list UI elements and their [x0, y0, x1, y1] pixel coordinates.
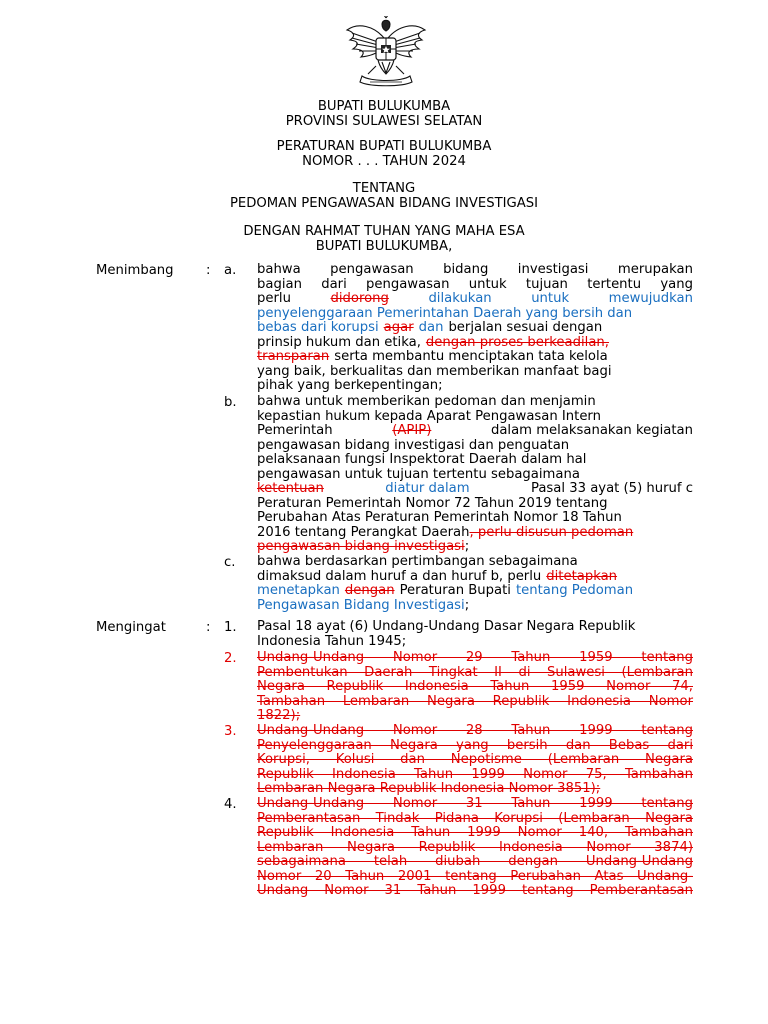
deleted-line: Undang-Undang Nomor 28 Tahun 1999 tentang	[257, 723, 693, 738]
deleted-line: Pembentukan Daerah Tingkat II di Sulawesi (Lembaran	[257, 664, 693, 680]
deleted-line: Penyelenggaraan Negara yang bersih dan Bebas dari	[257, 737, 693, 753]
text-line: Pasal 18 ayat (6) Undang-Undang Dasar Negara Republik	[257, 619, 636, 634]
text-line: Pemerintah (APIP) dalam melaksanakan kegiatan	[257, 423, 693, 438]
inserted-text: dan	[418, 320, 444, 335]
mengingat-4-text	[257, 797, 693, 899]
mengingat-2-text	[257, 651, 693, 724]
text-line: Indonesia Tahun 1945;	[257, 633, 407, 649]
text-line: pengawasan untuk tujuan tertentu sebagaimana	[257, 466, 580, 482]
text-line: pengawasan bidang investigasi;	[257, 539, 470, 554]
deleted-text: agar	[383, 320, 414, 335]
inserted-text: tentang Pedoman	[515, 583, 634, 598]
deleted-text: dengan	[344, 583, 395, 598]
deleted-line: Nomor 20 Tahun 2001 tentang Perubahan Atas Undang-	[257, 868, 693, 884]
province-title: PROVINSI SULAWESI SELATAN	[285, 114, 483, 129]
deleted-text: (APIP)	[392, 423, 432, 438]
mengingat-3-text	[257, 724, 693, 797]
text-line: transparan serta membantu menciptakan tata kelola	[257, 349, 608, 364]
deleted-line: Republik Indonesia Tahun 1999 Nomor 75, Tambahan	[257, 766, 693, 782]
menimbang-b-text	[257, 395, 693, 555]
deleted-text: dengan proses berkeadilan,	[425, 334, 609, 350]
text-line: Pengawasan Bidang Investigasi;	[257, 597, 470, 613]
menimbang-c-text	[257, 555, 693, 613]
deleted-text: ditetapkan	[546, 568, 618, 584]
deleted-line: Pemberantasan Tindak Pidana Korupsi (Lembaran Negara	[257, 810, 693, 826]
text-line: yang baik, berkualitas dan memberikan manfaat bagi	[257, 363, 612, 379]
inserted-text: menetapkan	[257, 583, 340, 598]
deleted-line: Tambahan Lembaran Negara Republik Indonesia Nomor	[257, 693, 693, 709]
deleted-line: Undang-Undang Nomor 31 Tahun 1999 tentang	[257, 796, 693, 811]
text-line: prinsip hukum dan etika, dengan proses berkeadilan,	[257, 334, 609, 350]
deleted-line: Undang-Undang Nomor 29 Tahun 1959 tentang	[257, 650, 693, 665]
text-line: menetapkan dengan Peraturan Bupati tentang Pedoman	[257, 583, 634, 598]
regent-signoff: BUPATI BULUKUMBA,	[315, 239, 453, 254]
subject-heading: TENTANG	[352, 181, 416, 196]
text-line: 2016 tentang Perangkat Daerah, perlu disusun pedoman	[257, 524, 634, 540]
regulation-title: PERATURAN BUPATI BULUKUMBA	[276, 139, 492, 154]
regulation-number: NOMOR . . . TAHUN 2024	[302, 154, 466, 169]
regent-title: BUPATI BULUKUMBA	[317, 99, 451, 114]
deleted-text: transparan	[257, 349, 330, 364]
text-line: pihak yang berkepentingan;	[257, 378, 443, 393]
text-line: dimaksud dalam huruf a dan huruf b, perlu ditetapkan	[257, 568, 618, 584]
deleted-line: Negara Republik Indonesia Tahun 1959 Nomor 74,	[257, 679, 693, 694]
deleted-line: 1822);	[257, 708, 301, 723]
deleted-line: Lembaran Negara Republik Indonesia Nomor 3874)	[257, 839, 693, 855]
inserted-text: penyelenggaraan Pemerintahan Daerah yang bersih dan	[257, 305, 633, 321]
deleted-text: pengawasan bidang investigasi	[257, 539, 465, 554]
deleted-text: , perlu disusun pedoman	[469, 524, 634, 540]
invocation-line: DENGAN RAHMAT TUHAN YANG MAHA ESA	[243, 224, 525, 239]
menimbang-label: Menimbang	[96, 263, 174, 278]
header-block	[0, 99, 768, 129]
deleted-line: sebagaimana telah diubah dengan Undang-Undang	[257, 854, 693, 869]
deleted-line: Undang Nomor 31 Tahun 1999 tentang Pemberantasan	[257, 883, 693, 898]
deleted-line: Korupsi, Kolusi dan Nepotisme (Lembaran Negara	[257, 752, 693, 767]
mengingat-colon: :	[206, 620, 211, 635]
mengingat-3-marker: 3.	[224, 724, 237, 739]
mengingat-1-marker: 1.	[224, 620, 237, 635]
menimbang-a-text	[257, 263, 693, 394]
invocation-block	[0, 224, 768, 254]
text-line: bahwa untuk memberikan pedoman dan menjamin	[257, 394, 596, 409]
text-line: kepastian hukum kepada Aparat Pengawasan Intern	[257, 408, 601, 424]
text-line: Peraturan Pemerintah Nomor 72 Tahun 2019 tentang	[257, 495, 608, 511]
regulation-title-block	[0, 139, 768, 169]
mengingat-4-marker: 4.	[224, 797, 237, 812]
text-line: bebas dari korupsi agar dan berjalan sesuai dengan	[257, 320, 603, 335]
menimbang-c-marker: c.	[224, 555, 236, 570]
menimbang-b-marker: b.	[224, 395, 237, 410]
inserted-text: Pengawasan Bidang Investigasi	[257, 597, 465, 613]
mengingat-label: Mengingat	[96, 620, 166, 635]
mengingat-1-text	[257, 620, 693, 649]
subject-block	[0, 181, 768, 211]
inserted-text: diatur dalam	[385, 481, 470, 496]
text-line: pengawasan bidang investigasi dan penguatan	[257, 437, 570, 453]
subject-title: PEDOMAN PENGAWASAN BIDANG INVESTIGASI	[229, 196, 539, 211]
menimbang-colon: :	[206, 263, 211, 278]
text-line: bahwa pengawasan bidang investigasi merupakan	[257, 262, 693, 277]
text-line	[257, 307, 693, 322]
text-line: Perubahan Atas Peraturan Pemerintah Nomor 18 Tahun	[257, 510, 622, 525]
deleted-line: Lembaran Negara Republik Indonesia Nomor 3851);	[257, 781, 601, 796]
inserted-text: bebas dari korupsi	[257, 320, 379, 335]
deleted-text: ketentuan	[257, 481, 324, 496]
deleted-line: Republik Indonesia Tahun 1999 Nomor 140, Tambahan	[257, 825, 693, 840]
menimbang-a-marker: a.	[224, 263, 237, 278]
text-line: bahwa berdasarkan pertimbangan sebagaimana	[257, 554, 578, 569]
text-line: bagian dari pengawasan untuk tujuan tertentu yang	[257, 276, 693, 292]
text-line: ketentuan diatur dalam Pasal 33 ayat (5) huruf c	[257, 481, 693, 496]
text-line: pelaksanaan fungsi Inspektorat Daerah dalam hal	[257, 452, 587, 467]
deleted-text: didorong	[330, 291, 389, 306]
text-line: perlu didorong dilakukan untuk mewujudkan	[257, 291, 693, 306]
mengingat-2-marker: 2.	[224, 651, 237, 666]
garuda-emblem-icon	[344, 16, 428, 88]
